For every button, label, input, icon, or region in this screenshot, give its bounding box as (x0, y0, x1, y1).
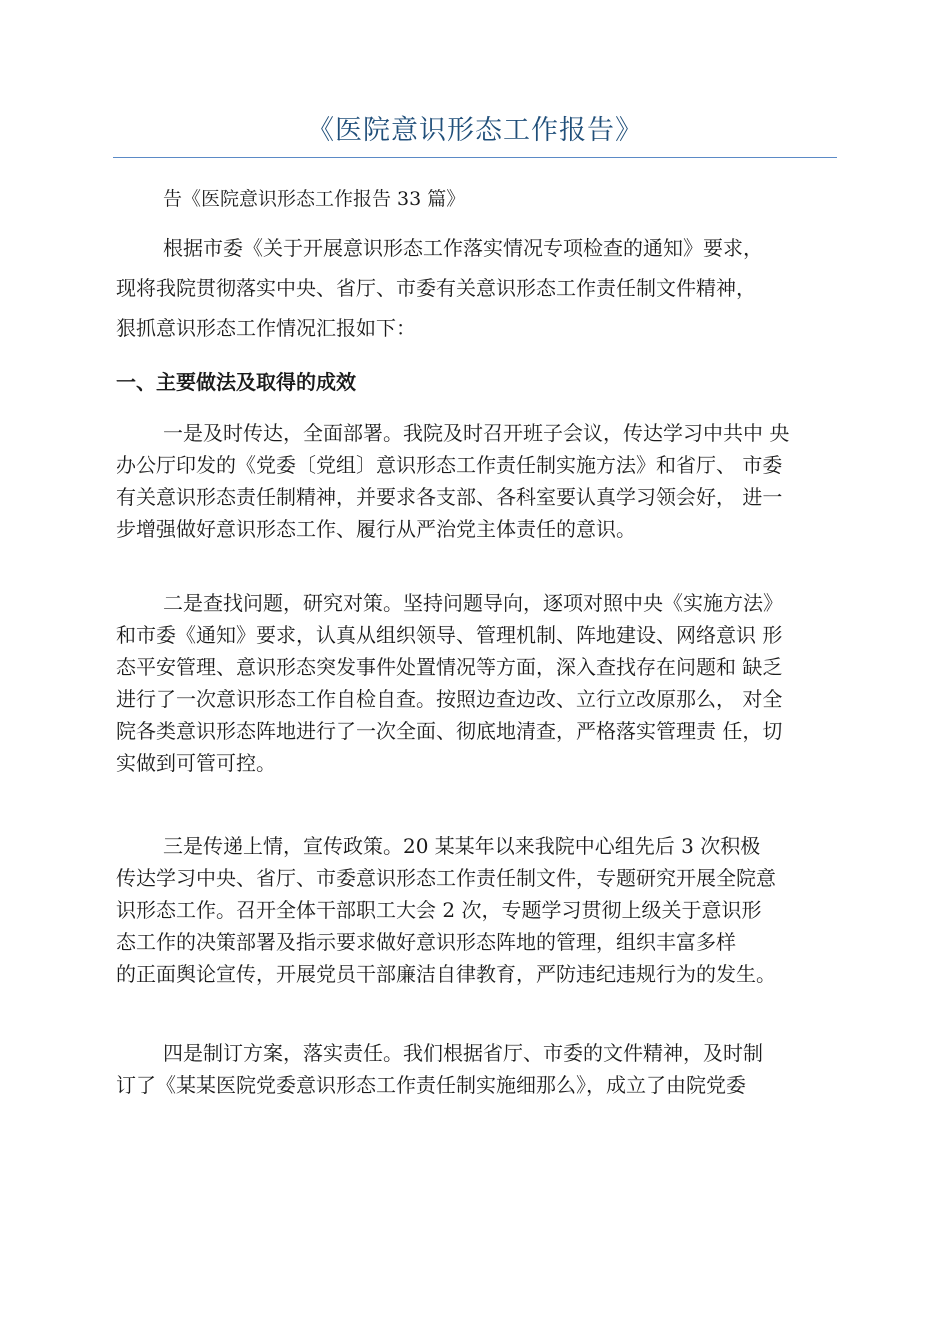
paragraph-line: 进行了一次意识形态工作自检自查。按照边查边改、立行立改原那么， 对全 (116, 687, 783, 711)
paragraph-3 (116, 830, 866, 990)
intro-paragraph (116, 232, 866, 344)
paragraph-line: 一是及时传达，全面部署。我院及时召开班子会议，传达学习中共中 央 (163, 421, 790, 445)
paragraph-4 (116, 1037, 866, 1101)
section-heading: 一、主要做法及取得的成效 (116, 370, 356, 394)
paragraph-line: 院各类意识形态阵地进行了一次全面、彻底地清查，严格落实管理责 任，切 (116, 719, 783, 743)
paragraph-line: 四是制订方案，落实责任。我们根据省厅、市委的文件精神，及时制 (163, 1041, 763, 1065)
paragraph-line: 订了《某某医院党委意识形态工作责任制实施细那么》，成立了由院党委 (116, 1073, 746, 1097)
title-divider (113, 157, 837, 158)
paragraph-line: 狠抓意识形态工作情况汇报如下： (116, 316, 416, 340)
paragraph-line: 根据市委《关于开展意识形态工作落实情况专项检查的通知》要求， (163, 236, 763, 260)
paragraph-line: 态工作的决策部署及指示要求做好意识形态阵地的管理，组织丰富多样 (116, 930, 736, 954)
paragraph-line: 态平安管理、意识形态突发事件处置情况等方面，深入查找存在问题和 缺乏 (116, 655, 783, 679)
paragraph-2 (116, 587, 866, 779)
document-subtitle: 告《医院意识形态工作报告 33 篇》 (163, 188, 466, 210)
paragraph-line: 传达学习中央、省厅、市委意识形态工作责任制文件，专题研究开展全院意 (116, 866, 776, 890)
paragraph-line: 和市委《通知》要求，认真从组织领导、管理机制、阵地建设、网络意识 形 (116, 623, 783, 647)
paragraph-line: 实做到可管可控。 (116, 751, 276, 775)
paragraph-line: 有关意识形态责任制精神，并要求各支部、各科室要认真学习领会好， 进一 (116, 485, 783, 509)
paragraph-line: 办公厅印发的《党委〔党组〕意识形态工作责任制实施方法》和省厅、 市委 (116, 453, 783, 477)
paragraph-line: 的正面舆论宣传，开展党员干部廉洁自律教育，严防违纪违规行为的发生。 (116, 962, 776, 986)
paragraph-line: 识形态工作。召开全体干部职工大会 2 次，专题学习贯彻上级关于意识形 (116, 898, 762, 922)
paragraph-line: 现将我院贯彻落实中央、省厅、市委有关意识形态工作责任制文件精神， (116, 276, 756, 300)
paragraph-line: 步增强做好意识形态工作、履行从严治党主体责任的意识。 (116, 517, 636, 541)
paragraph-1 (116, 417, 866, 545)
paragraph-line: 三是传递上情，宣传政策。20 某某年以来我院中心组先后 3 次积极 (163, 834, 761, 858)
paragraph-line: 二是查找问题，研究对策。坚持问题导向，逐项对照中央《实施方法》 (163, 591, 783, 615)
document-title: 《医院意识形态工作报告》 (307, 115, 643, 146)
